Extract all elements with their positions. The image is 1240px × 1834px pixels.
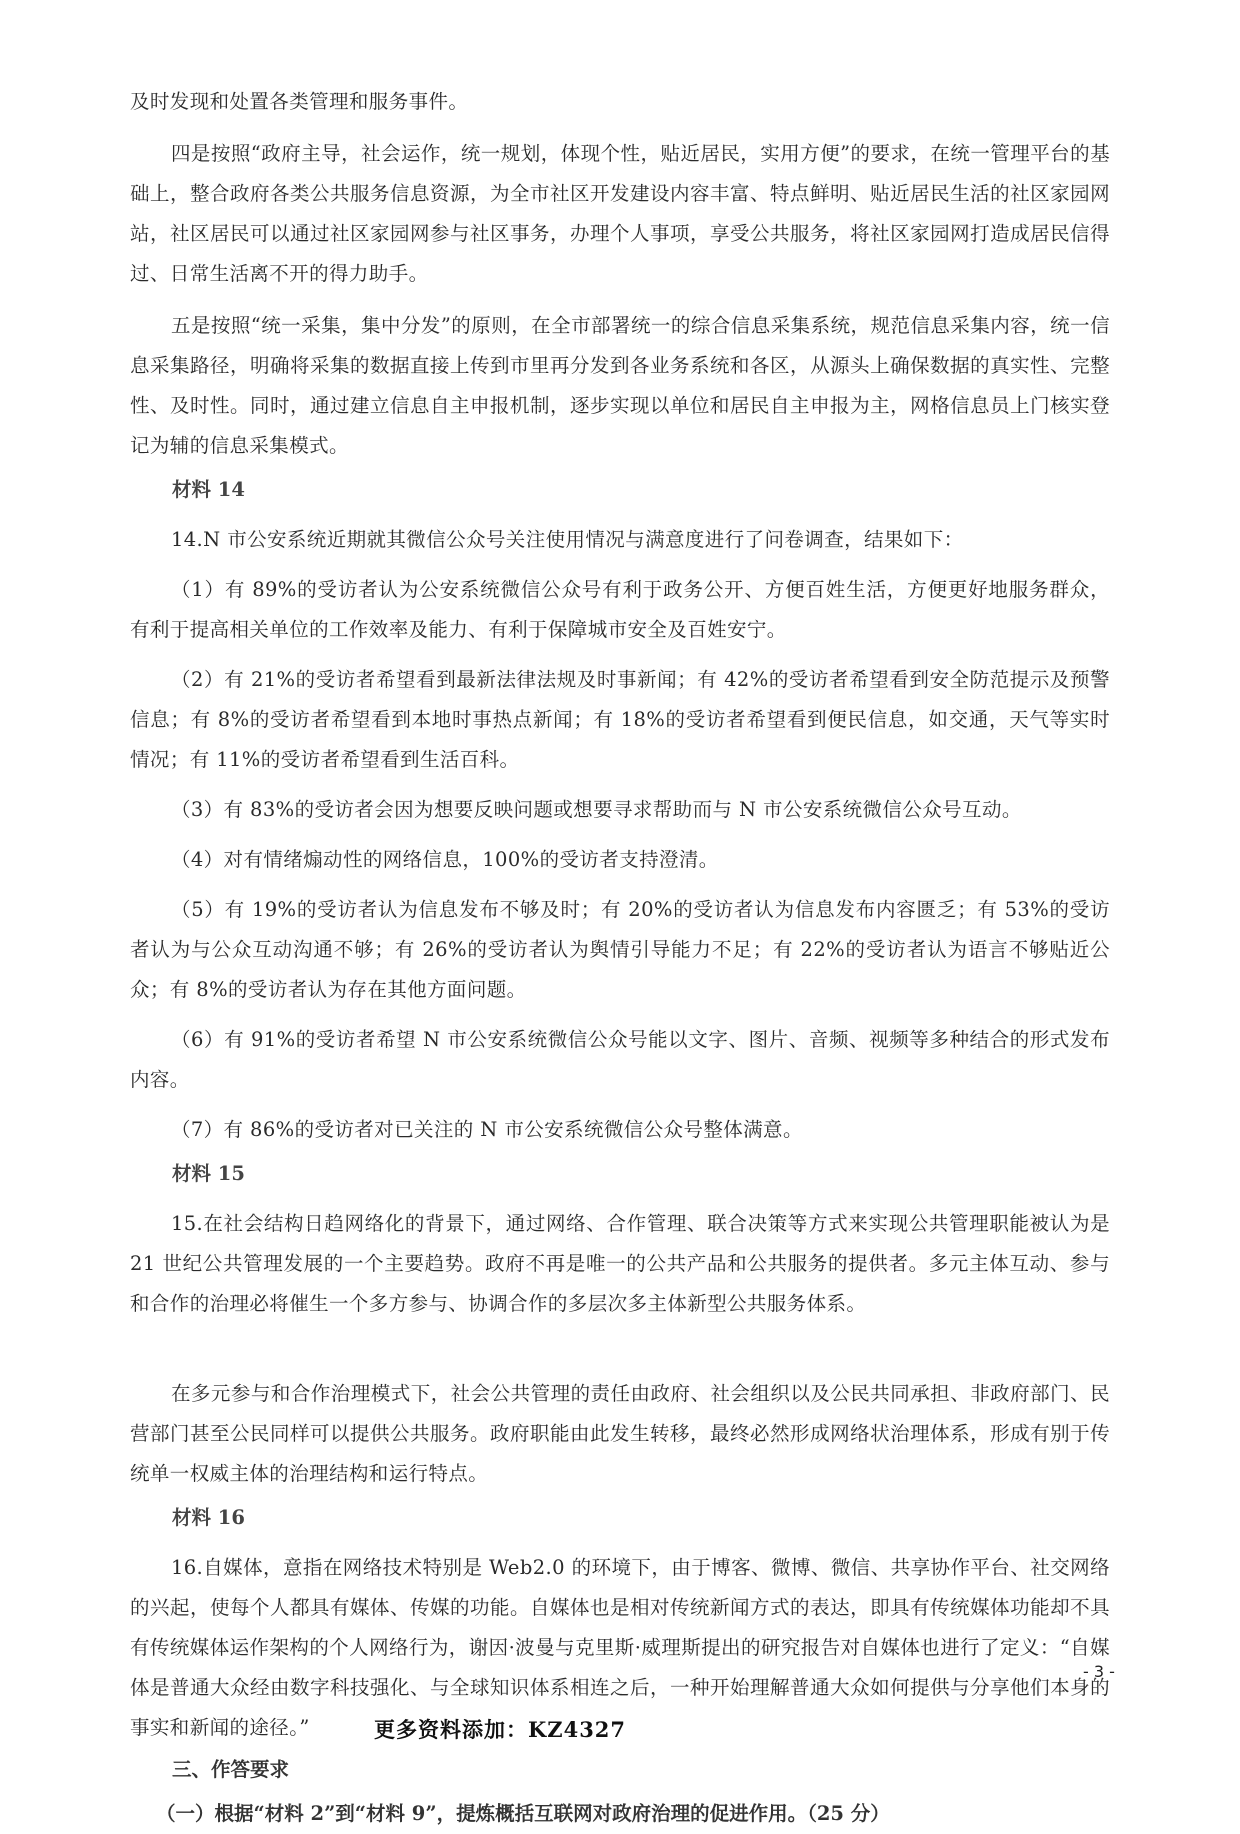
- survey-item-5: （5）有 19%的受访者认为信息发布不够及时；有 20%的受访者认为信息发布内容匮乏；有 53%的受访者认为与公众互动沟通不够；有 26%的受访者认为舆情引导能力不足；有 22%的受访者认为语言不够贴近公众；有 8%的受访者认为存在其他方面问题。: [130, 898, 1110, 1001]
- page-number: - 3 -: [1083, 1662, 1115, 1681]
- requirement-item-1: （一）根据“材料 2”到“材料 9”，提炼概括互联网对政府治理的促进作用。（25 分）: [156, 1802, 890, 1825]
- paragraph-point-four: 四是按照“政府主导，社会运作，统一规划，体现个性，贴近居民，实用方便”的要求，在统一管理平台的基础上，整合政府各类公共服务信息资源，为全市社区开发建设内容丰富、特点鲜明、贴近居民生活的社区家园网站，社区居民可以通过社区家园网参与社区事务，办理个人事项，享受公共服务，将社区家园网打造成居民信得过、日常生活离不开的得力助手。: [130, 142, 1110, 285]
- survey-item-2: （2）有 21%的受访者希望看到最新法律法规及时事新闻；有 42%的受访者希望看到安全防范提示及预警信息；有 8%的受访者希望看到本地时事热点新闻；有 18%的受访者希望看到便民信息，如交通，天气等实时情况；有 11%的受访者希望看到生活百科。: [130, 668, 1110, 771]
- material-14-heading: 材料 14: [172, 478, 245, 501]
- survey-item-7: （7）有 86%的受访者对已关注的 N 市公安系统微信公众号整体满意。: [170, 1118, 803, 1141]
- material-16-heading: 材料 16: [172, 1506, 245, 1529]
- survey-item-6: （6）有 91%的受访者希望 N 市公安系统微信公众号能以文字、图片、音频、视频等多种结合的形式发布内容。: [130, 1028, 1110, 1091]
- material-15-heading: 材料 15: [172, 1162, 245, 1185]
- document-page: [130, 82, 1110, 1834]
- blank-line: [130, 1324, 1110, 1364]
- survey-item-4: （4）对有情绪煽动性的网络信息，100%的受访者支持澄清。: [170, 848, 719, 871]
- requirements-heading: 三、作答要求: [172, 1758, 290, 1781]
- paragraph-continuation: 及时发现和处置各类管理和服务事件。: [130, 90, 469, 113]
- material-15-paragraph-2: 在多元参与和合作治理模式下，社会公共管理的责任由政府、社会组织以及公民共同承担、非政府部门、民营部门甚至公民同样可以提供公共服务。政府职能由此发生转移，最终必然形成网络状治理体系，形成有别于传统单一权威主体的治理结构和运行特点。: [130, 1382, 1110, 1485]
- paragraph-point-five: 五是按照“统一采集，集中分发”的原则，在全市部署统一的综合信息采集系统，规范信息采集内容，统一信息采集路径，明确将采集的数据直接上传到市里再分发到各业务系统和各区，从源头上确保数据的真实性、完整性、及时性。同时，通过建立信息自主申报机制，逐步实现以单位和居民自主申报为主，网格信息员上门核实登记为辅的信息采集模式。: [130, 314, 1110, 457]
- survey-item-1: （1）有 89%的受访者认为公安系统微信公众号有利于政务公开、方便百姓生活，方便更好地服务群众，有利于提高相关单位的工作效率及能力、有利于保障城市安全及百姓安宁。: [130, 578, 1110, 641]
- footer-note: 更多资料添加：KZ4327: [374, 1717, 627, 1742]
- material-14-intro: 14.N 市公安系统近期就其微信公众号关注使用情况与满意度进行了问卷调查，结果如下：: [170, 528, 964, 551]
- material-16-paragraph-1: 16.自媒体，意指在网络技术特别是 Web2.0 的环境下，由于博客、微博、微信、共享协作平台、社交网络的兴起，使每个人都具有媒体、传媒的功能。自媒体也是相对传统新闻方式的表达，即具有传统媒体功能却不具有传统媒体运作架构的个人网络行为，谢因·波曼与克里斯·威理斯提出的研究报告对自媒体也进行了定义：“自媒体是普通大众经由数字科技强化、与全球知识体系相连之后，一种开始理解普通大众如何提供与分享他们本身的事实和新闻的途径。”: [130, 1556, 1110, 1739]
- material-15-paragraph-1: 15.在社会结构日趋网络化的背景下，通过网络、合作管理、联合决策等方式来实现公共管理职能被认为是 21 世纪公共管理发展的一个主要趋势。政府不再是唯一的公共产品和公共服务的提供者。多元主体互动、参与和合作的治理必将催生一个多方参与、协调合作的多层次多主体新型公共服务体系。: [130, 1212, 1110, 1315]
- survey-item-3: （3）有 83%的受访者会因为想要反映问题或想要寻求帮助而与 N 市公安系统微信公众号互动。: [170, 798, 1022, 821]
